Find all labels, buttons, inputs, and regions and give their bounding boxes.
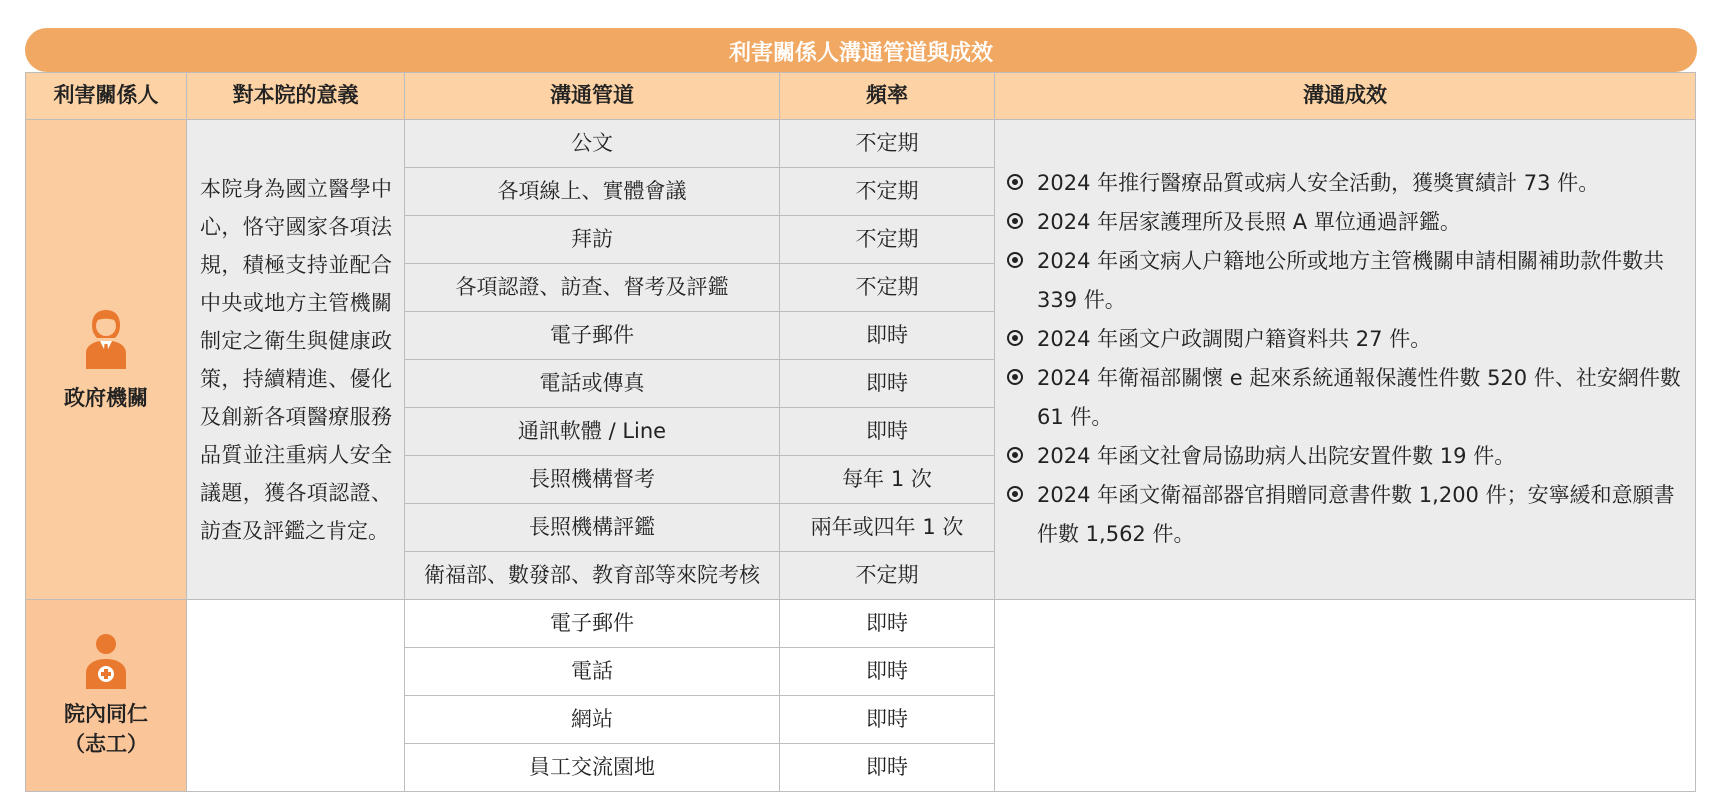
frequency-cell: 即時 <box>780 696 995 744</box>
frequency-cell: 即時 <box>780 408 995 456</box>
frequency-cell: 即時 <box>780 744 995 792</box>
frequency-cell: 兩年或四年 1 次 <box>780 504 995 552</box>
frequency-cell: 即時 <box>780 360 995 408</box>
channel-cell: 各項認證、訪查、督考及評鑑 <box>405 264 780 312</box>
header-channel: 溝通管道 <box>405 73 780 120</box>
bullet-icon <box>1007 486 1023 502</box>
channel-cell: 電話 <box>405 648 780 696</box>
frequency-cell: 不定期 <box>780 552 995 600</box>
frequency-cell: 不定期 <box>780 216 995 264</box>
effects-list <box>1007 164 1683 554</box>
frequency-cell: 即時 <box>780 312 995 360</box>
stakeholder-communication-table <box>25 72 1696 792</box>
stakeholder-label: 政府機關 <box>64 385 148 410</box>
frequency-cell: 即時 <box>780 648 995 696</box>
bullet-icon <box>1007 330 1023 346</box>
header-row <box>26 73 1696 120</box>
stakeholder-label: 院內同仁 <box>64 701 148 726</box>
frequency-cell: 不定期 <box>780 168 995 216</box>
effect-item: 2024 年函文衛福部器官捐贈同意書件數 1,200 件；安寧緩和意願書件數 1,562 件。 <box>1007 476 1683 554</box>
stakeholder-label-sub: （志工） <box>64 731 148 756</box>
bullet-icon <box>1007 252 1023 268</box>
header-meaning: 對本院的意義 <box>187 73 405 120</box>
channel-cell: 員工交流園地 <box>405 744 780 792</box>
meaning-cell-government <box>187 120 405 600</box>
frequency-cell: 即時 <box>780 600 995 648</box>
government-official-icon <box>84 307 128 369</box>
channel-cell: 公文 <box>405 120 780 168</box>
effect-item: 2024 年函文户政調閱户籍資料共 27 件。 <box>1007 320 1683 359</box>
meaning-text: 本院身為國立醫學中心，恪守國家各項法規，積極支持並配合中央或地方主管機關制定之衛生與健康政策，持續精進、優化及創新各項醫療服務品質並注重病人安全議題，獲各項認證、訪查及評鑑之肯定。 <box>200 176 392 543</box>
effect-item: 2024 年衛福部關懷 e 起來系統通報保護性件數 520 件、社安網件數 61 件。 <box>1007 359 1683 437</box>
header-stakeholder: 利害關係人 <box>26 73 187 120</box>
channel-cell: 通訊軟體 / Line <box>405 408 780 456</box>
effects-cell-staff <box>995 600 1696 792</box>
effect-item: 2024 年函文病人户籍地公所或地方主管機關申請相關補助款件數共 339 件。 <box>1007 242 1683 320</box>
effect-item: 2024 年居家護理所及長照 A 單位通過評鑑。 <box>1007 203 1683 242</box>
table-row <box>26 600 1696 648</box>
frequency-cell: 不定期 <box>780 120 995 168</box>
header-effectiveness: 溝通成效 <box>995 73 1696 120</box>
channel-cell: 長照機構督考 <box>405 456 780 504</box>
channel-cell: 拜訪 <box>405 216 780 264</box>
channel-cell: 電子郵件 <box>405 312 780 360</box>
table-row <box>26 120 1696 168</box>
channel-cell: 各項線上、實體會議 <box>405 168 780 216</box>
channel-cell: 網站 <box>405 696 780 744</box>
bullet-icon <box>1007 447 1023 463</box>
bullet-icon <box>1007 369 1023 385</box>
bullet-icon <box>1007 174 1023 190</box>
medical-staff-icon <box>84 633 128 689</box>
channel-cell: 衛福部、數發部、教育部等來院考核 <box>405 552 780 600</box>
table-title-bar <box>25 28 1697 72</box>
channel-cell: 電話或傳真 <box>405 360 780 408</box>
effect-item: 2024 年推行醫療品質或病人安全活動，獲獎實績計 73 件。 <box>1007 164 1683 203</box>
effect-item: 2024 年函文社會局協助病人出院安置件數 19 件。 <box>1007 437 1683 476</box>
stakeholder-cell-government <box>26 120 187 600</box>
channel-cell: 電子郵件 <box>405 600 780 648</box>
frequency-cell: 每年 1 次 <box>780 456 995 504</box>
bullet-icon <box>1007 213 1023 229</box>
header-frequency: 頻率 <box>780 73 995 120</box>
frequency-cell: 不定期 <box>780 264 995 312</box>
effects-cell-government <box>995 120 1696 600</box>
table-title: 利害關係人溝通管道與成效 <box>728 40 993 66</box>
meaning-cell-staff <box>187 600 405 792</box>
channel-cell: 長照機構評鑑 <box>405 504 780 552</box>
stakeholder-cell-staff <box>26 600 187 792</box>
